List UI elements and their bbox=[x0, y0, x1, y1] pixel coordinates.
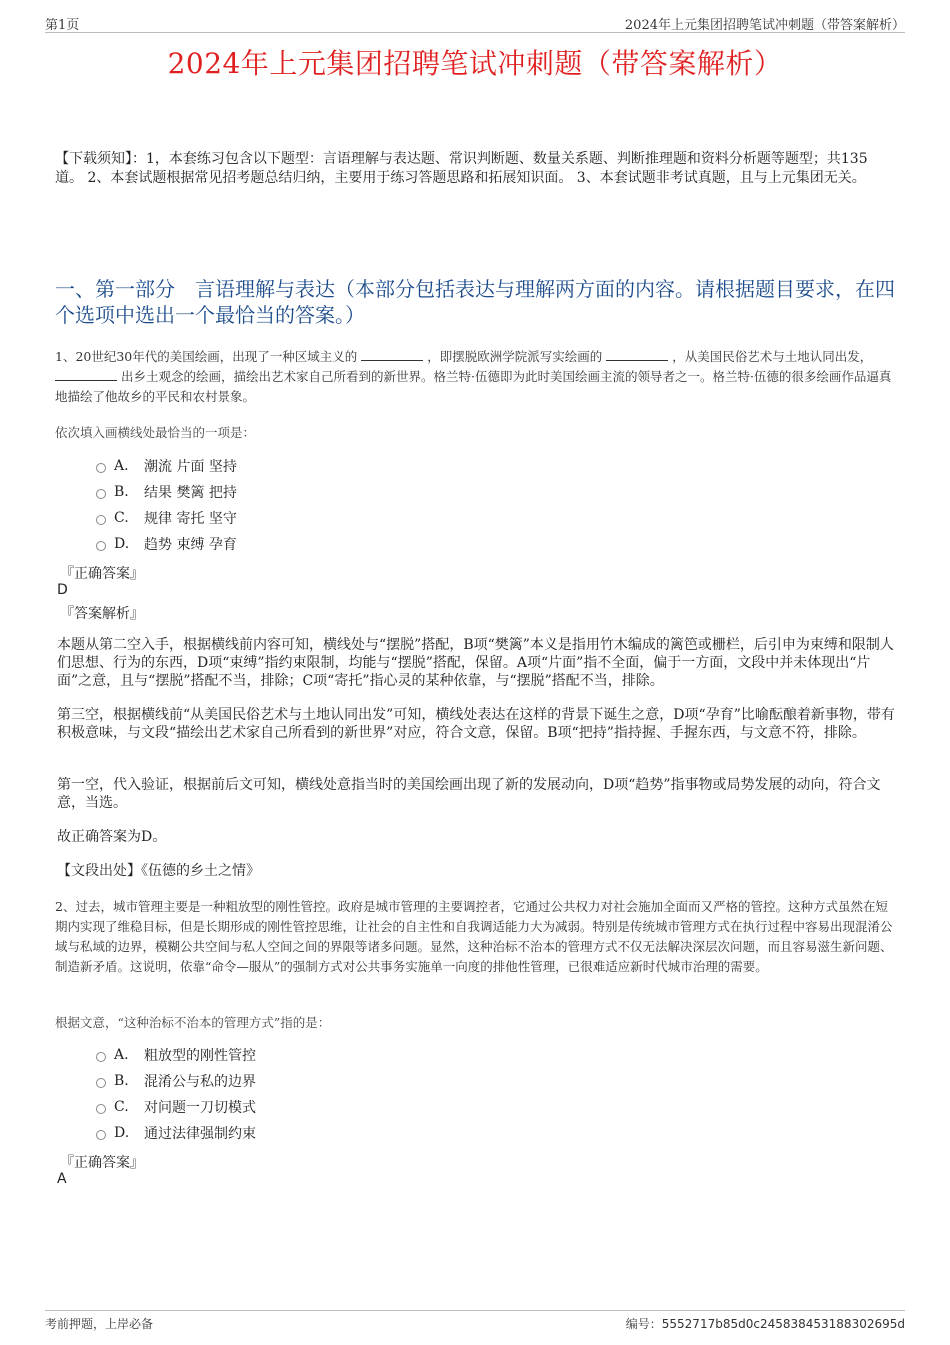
option-c[interactable]: C. 规律 寄托 坚守 bbox=[96, 505, 237, 531]
blank-1 bbox=[361, 349, 423, 361]
header-doc-title: 2024年上元集团招聘笔试冲刺题（带答案解析） bbox=[624, 18, 905, 33]
option-c[interactable]: C. 对问题一刀切模式 bbox=[96, 1094, 256, 1120]
question-2-options bbox=[96, 1042, 256, 1146]
answer-value: A bbox=[57, 1171, 67, 1187]
blank-3 bbox=[55, 369, 117, 381]
question-1-text: 1、20世纪30年代的美国绘画，出现了一种区域主义的 ，即摆脱欧洲学院派写实绘画的 ，从美国民俗艺术与土地认同出发， 出乡土观念的绘画，描绘出艺术家自己所看到的新世界。格兰特·伍德即为此时美国绘画主流的领导者之一。格兰特·伍德的很多绘画作品逼真地描绘了他故乡的平民和农村景象。 bbox=[55, 349, 892, 404]
radio-icon[interactable] bbox=[96, 463, 106, 473]
footer-slogan: 考前押题，上岸必备 bbox=[45, 1317, 154, 1331]
radio-icon[interactable] bbox=[96, 1052, 106, 1062]
question-2-prompt: 根据文意，“这种治标不治本的管理方式”指的是： bbox=[55, 1015, 331, 1030]
option-d[interactable]: D. 趋势 束缚 孕育 bbox=[96, 531, 237, 557]
analysis-paragraph: 本题从第二空入手，根据横线前内容可知，横线处与“摆脱”搭配，B项“樊篱”本义是指用竹木编成的篱笆或栅栏，后引申为束缚和限制人们思想、行为的东西，D项“束缚”指约束限制，均能与“摆脱”搭配，保留。A项“片面”指不全面，偏于一方面，文段中并未体现出“片面”之意，且与“摆脱”搭配不当，排除；C项“寄托”指心灵的某种依靠，与“摆脱”搭配不当，排除。 bbox=[57, 637, 894, 689]
download-notice: 【下载须知】：1，本套练习包含以下题型：言语理解与表达题、常识判断题、数量关系题、判断推理题和资料分析题等题型；共135道。 2、本套试题根据常见招考题总结归纳，主要用于练习答题思路和拓展知识面。 3、本套试题非考试真题，且与上元集团无关。 bbox=[55, 151, 868, 186]
option-b[interactable]: B. 结果 樊篱 把持 bbox=[96, 479, 237, 505]
answer-value: D bbox=[57, 582, 68, 598]
radio-icon[interactable] bbox=[96, 541, 106, 551]
radio-icon[interactable] bbox=[96, 1104, 106, 1114]
option-a[interactable]: A. 粗放型的刚性管控 bbox=[96, 1042, 256, 1068]
answer-label: 『正确答案』 bbox=[60, 566, 144, 582]
page-header bbox=[45, 14, 905, 33]
analysis-paragraph: 第一空，代入验证，根据前后文可知，横线处意指当时的美国绘画出现了新的发展动向，D项“趋势”指事物或局势发展的动向，符合文意，当选。 bbox=[57, 777, 881, 811]
radio-icon[interactable] bbox=[96, 1078, 106, 1088]
radio-icon[interactable] bbox=[96, 515, 106, 525]
page-number: 第1页 bbox=[45, 18, 80, 33]
page-footer bbox=[45, 1310, 905, 1331]
option-d[interactable]: D. 通过法律强制约束 bbox=[96, 1120, 256, 1146]
question-2-text: 2、过去，城市管理主要是一种粗放型的刚性管控。政府是城市管理的主要调控者，它通过公共权力对社会施加全面而又严格的管控。这种方式虽然在短期内实现了维稳目标，但是长期形成的刚性管控思维，让社会的自主性和自我调适能力大为减弱。特别是传统城市管理方式在执行过程中容易出现混淆公域与私域的边界，模糊公共空间与私人空间之间的界限等诸多问题。显然，这种治标不治本的管理方式不仅无法解决深层次问题，而且容易滋生新问题、制造新矛盾。这说明，依靠“命令—服从”的强制方式对公共事务实施单一向度的排他性管理，已很难适应新时代城市治理的需要。 bbox=[55, 899, 893, 974]
document-title: 2024年上元集团招聘笔试冲刺题（带答案解析） bbox=[167, 47, 783, 80]
analysis-paragraph: 第三空，根据横线前“从美国民俗艺术与土地认同出发”可知，横线处表达在这样的背景下诞生之意，D项“孕育”比喻酝酿着新事物，带有积极意味，与文段“描绘出艺术家自己所看到的新世界”对应，符合文意，保留。B项“把持”指持握、手握东西，与文意不符，排除。 bbox=[57, 707, 895, 741]
analysis-conclusion: 故正确答案为D。 bbox=[57, 829, 167, 845]
answer-label: 『正确答案』 bbox=[60, 1155, 144, 1171]
footer-code: 编号：5552717b85d0c245838453188302695d bbox=[625, 1317, 905, 1331]
section-title: 一、第一部分 言语理解与表达（本部分包括表达与理解两方面的内容。请根据题目要求，在四个选项中选出一个最恰当的答案。） bbox=[55, 277, 895, 327]
option-b[interactable]: B. 混淆公与私的边界 bbox=[96, 1068, 256, 1094]
analysis-label: 『答案解析』 bbox=[60, 606, 144, 622]
option-a[interactable]: A. 潮流 片面 坚持 bbox=[96, 453, 237, 479]
question-1-prompt: 依次填入画横线处最恰当的一项是： bbox=[55, 425, 256, 440]
source-citation: 【文段出处】《伍德的乡土之情》 bbox=[57, 863, 260, 879]
question-1-options bbox=[96, 453, 237, 557]
radio-icon[interactable] bbox=[96, 489, 106, 499]
blank-2 bbox=[606, 349, 668, 361]
radio-icon[interactable] bbox=[96, 1130, 106, 1140]
